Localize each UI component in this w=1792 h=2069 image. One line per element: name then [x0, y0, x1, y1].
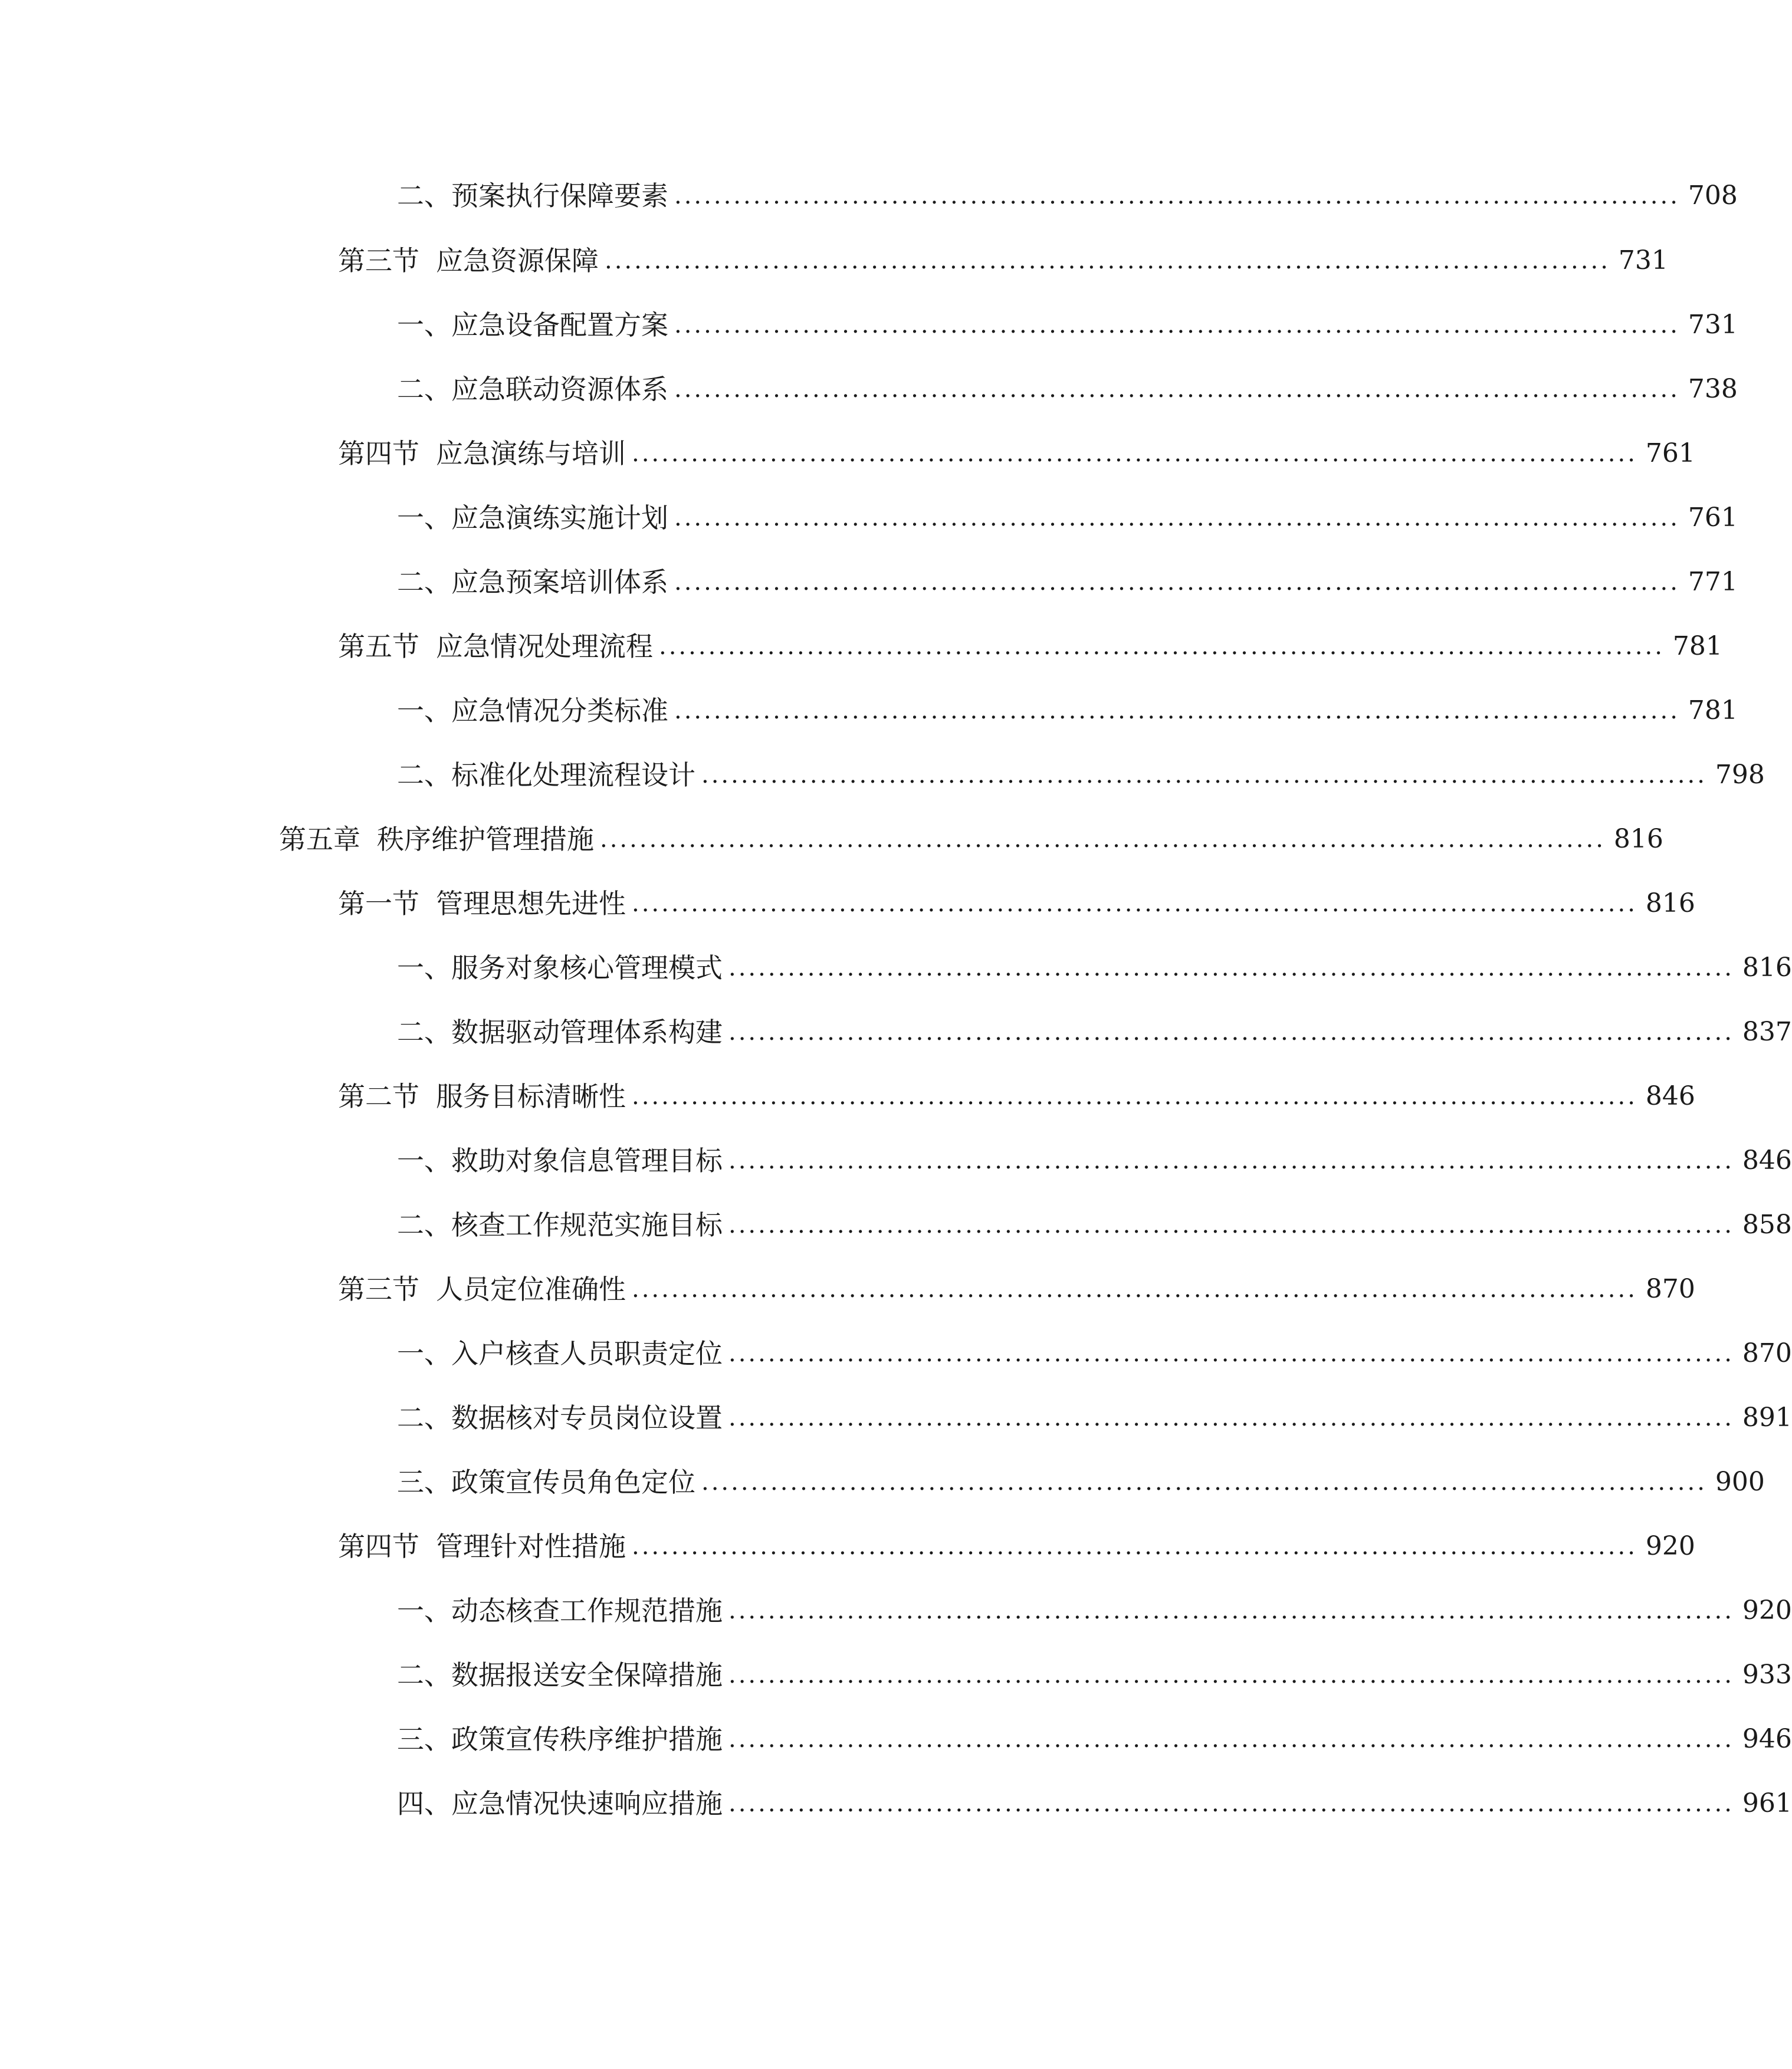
dot-leader: ...................................................................................................... — [674, 182, 1680, 209]
page-number: 961 — [1742, 1788, 1792, 1818]
page-number: 761 — [1688, 503, 1738, 533]
dot-leader: ...................................................................................................... — [674, 569, 1680, 596]
dot-leader: ...................................................................................................... — [674, 697, 1680, 724]
page-number: 920 — [1742, 1595, 1792, 1625]
entry-title: 服务目标清晰性 — [436, 1081, 626, 1112]
dot-leader: ...................................................................................................... — [701, 1469, 1707, 1496]
dot-leader: ...................................................................................................... — [728, 1597, 1734, 1624]
entry-number: 二、 — [397, 373, 451, 405]
entry-title: 政策宣传员角色定位 — [451, 1466, 695, 1498]
entry-title: 数据驱动管理体系构建 — [451, 1016, 723, 1048]
entry-number: 二、 — [397, 566, 451, 598]
entry-number: 二、 — [397, 759, 451, 791]
dot-leader: ...................................................................................................... — [674, 311, 1680, 339]
toc-entry[interactable] — [397, 1009, 1792, 1056]
entry-number: 一、 — [397, 1145, 451, 1177]
page-number: 870 — [1645, 1274, 1695, 1304]
entry-title: 应急资源保障 — [436, 245, 599, 277]
page-number: 891 — [1742, 1403, 1792, 1433]
entry-title: 应急演练实施计划 — [451, 502, 668, 534]
entry-number: 第一节 — [338, 888, 419, 919]
entry-title: 人员定位准确性 — [436, 1273, 626, 1305]
toc-entry[interactable] — [397, 1459, 1765, 1506]
toc-entry[interactable] — [397, 1394, 1792, 1441]
entry-title: 预案执行保障要素 — [451, 180, 668, 212]
entry-number: 二、 — [397, 1659, 451, 1691]
entry-number: 第四节 — [338, 1531, 419, 1562]
toc-entry[interactable] — [397, 1201, 1792, 1249]
entry-number: 第三节 — [338, 1273, 419, 1305]
page-number: 798 — [1715, 760, 1765, 790]
page-number: 900 — [1715, 1467, 1765, 1497]
dot-leader: ...................................................................................................... — [632, 1083, 1637, 1110]
dot-leader: ...................................................................................................... — [728, 1726, 1734, 1753]
entry-title: 秩序维护管理措施 — [377, 823, 594, 855]
entry-title: 动态核查工作规范措施 — [451, 1595, 723, 1627]
page-number: 846 — [1742, 1145, 1792, 1175]
toc-entry[interactable] — [397, 172, 1738, 219]
entry-title: 标准化处理流程设计 — [451, 759, 695, 791]
entry-number: 第二节 — [338, 1081, 419, 1112]
dot-leader: ...................................................................................................... — [632, 440, 1637, 467]
dot-leader: ...................................................................................................... — [674, 376, 1680, 403]
page-number: 781 — [1688, 695, 1738, 725]
entry-title: 入户核查人员职责定位 — [451, 1338, 723, 1370]
dot-leader: ...................................................................................................... — [701, 761, 1707, 789]
entry-number: 第四节 — [338, 438, 419, 469]
toc-entry[interactable] — [279, 816, 1663, 863]
entry-title: 救助对象信息管理目标 — [451, 1145, 723, 1177]
entry-title: 应急演练与培训 — [436, 438, 626, 469]
dot-leader: ...................................................................................................... — [728, 954, 1734, 981]
page-number: 761 — [1645, 438, 1695, 468]
entry-title: 管理思想先进性 — [436, 888, 626, 919]
entry-number: 二、 — [397, 1016, 451, 1048]
toc-entry[interactable] — [397, 366, 1738, 413]
dot-leader: ...................................................................................................... — [728, 1340, 1734, 1367]
dot-leader: ...................................................................................................... — [659, 633, 1665, 660]
dot-leader: ...................................................................................................... — [632, 1533, 1637, 1560]
entry-number: 一、 — [397, 502, 451, 534]
page-number: 781 — [1672, 631, 1722, 661]
page-number: 870 — [1742, 1338, 1792, 1368]
toc-entry[interactable] — [338, 430, 1695, 477]
dot-leader: ...................................................................................................... — [728, 1661, 1734, 1689]
toc-entry[interactable] — [397, 1716, 1792, 1763]
page-number: 738 — [1688, 374, 1738, 404]
entry-title: 政策宣传秩序维护措施 — [451, 1723, 723, 1755]
entry-number: 一、 — [397, 695, 451, 727]
entry-title: 应急情况快速响应措施 — [451, 1788, 723, 1820]
toc-entry[interactable] — [338, 1266, 1695, 1313]
entry-number: 一、 — [397, 1338, 451, 1370]
toc-entry[interactable] — [397, 494, 1738, 541]
entry-title: 服务对象核心管理模式 — [451, 952, 723, 984]
toc-entry[interactable] — [338, 623, 1722, 670]
entry-number: 二、 — [397, 1402, 451, 1434]
entry-title: 管理针对性措施 — [436, 1531, 626, 1562]
dot-leader: ...................................................................................................... — [674, 504, 1680, 531]
page-number: 731 — [1618, 245, 1668, 275]
dot-leader: ...................................................................................................... — [728, 1211, 1734, 1239]
page-number: 858 — [1742, 1210, 1792, 1240]
entry-title: 应急设备配置方案 — [451, 309, 668, 341]
dot-leader: ...................................................................................................... — [600, 826, 1606, 853]
entry-number: 第五节 — [338, 630, 419, 662]
dot-leader: ...................................................................................................... — [632, 1276, 1637, 1303]
page-number: 816 — [1742, 953, 1792, 983]
dot-leader: ...................................................................................................... — [728, 1019, 1734, 1046]
page-number: 771 — [1688, 567, 1738, 597]
entry-number: 第五章 — [279, 823, 360, 855]
toc-entry[interactable] — [338, 1523, 1695, 1570]
dot-leader: ...................................................................................................... — [728, 1404, 1734, 1431]
dot-leader: ...................................................................................................... — [632, 890, 1637, 917]
dot-leader: ...................................................................................................... — [728, 1147, 1734, 1174]
toc-entry[interactable] — [397, 559, 1738, 606]
toc-entry[interactable] — [397, 751, 1765, 799]
entry-title: 数据报送安全保障措施 — [451, 1659, 723, 1691]
page-number: 846 — [1645, 1081, 1695, 1111]
page-number: 731 — [1688, 310, 1738, 340]
entry-title: 应急联动资源体系 — [451, 373, 668, 405]
entry-number: 第三节 — [338, 245, 419, 277]
entry-title: 应急情况分类标准 — [451, 695, 668, 727]
entry-number: 二、 — [397, 180, 451, 212]
entry-number: 三、 — [397, 1723, 451, 1755]
entry-number: 一、 — [397, 309, 451, 341]
toc-entry[interactable] — [397, 1137, 1792, 1184]
toc-entry[interactable] — [397, 1651, 1792, 1699]
entry-number: 三、 — [397, 1466, 451, 1498]
entry-number: 四、 — [397, 1788, 451, 1820]
toc-entry[interactable] — [397, 1330, 1792, 1377]
entry-number: 二、 — [397, 1209, 451, 1241]
page-number: 946 — [1742, 1724, 1792, 1754]
page-number: 816 — [1613, 824, 1663, 854]
toc-entry[interactable] — [397, 1780, 1792, 1827]
page-number: 837 — [1742, 1017, 1792, 1047]
toc-entry[interactable] — [397, 1587, 1792, 1634]
page-number: 708 — [1688, 180, 1738, 211]
toc-entry[interactable] — [338, 880, 1695, 927]
toc-entry[interactable] — [397, 944, 1792, 991]
page-number: 816 — [1645, 888, 1695, 918]
page-number: 920 — [1645, 1531, 1695, 1561]
toc-entry[interactable] — [338, 237, 1668, 284]
entry-number: 一、 — [397, 1595, 451, 1627]
page-number: 933 — [1742, 1660, 1792, 1690]
toc-entry[interactable] — [397, 687, 1738, 734]
entry-title: 应急预案培训体系 — [451, 566, 668, 598]
dot-leader: ...................................................................................................... — [728, 1790, 1734, 1817]
entry-title: 应急情况处理流程 — [436, 630, 653, 662]
entry-title: 核查工作规范实施目标 — [451, 1209, 723, 1241]
toc-entry[interactable] — [338, 1073, 1695, 1120]
entry-title: 数据核对专员岗位设置 — [451, 1402, 723, 1434]
dot-leader: ...................................................................................................... — [605, 247, 1610, 274]
entry-number: 一、 — [397, 952, 451, 984]
toc-entry[interactable] — [397, 301, 1738, 349]
